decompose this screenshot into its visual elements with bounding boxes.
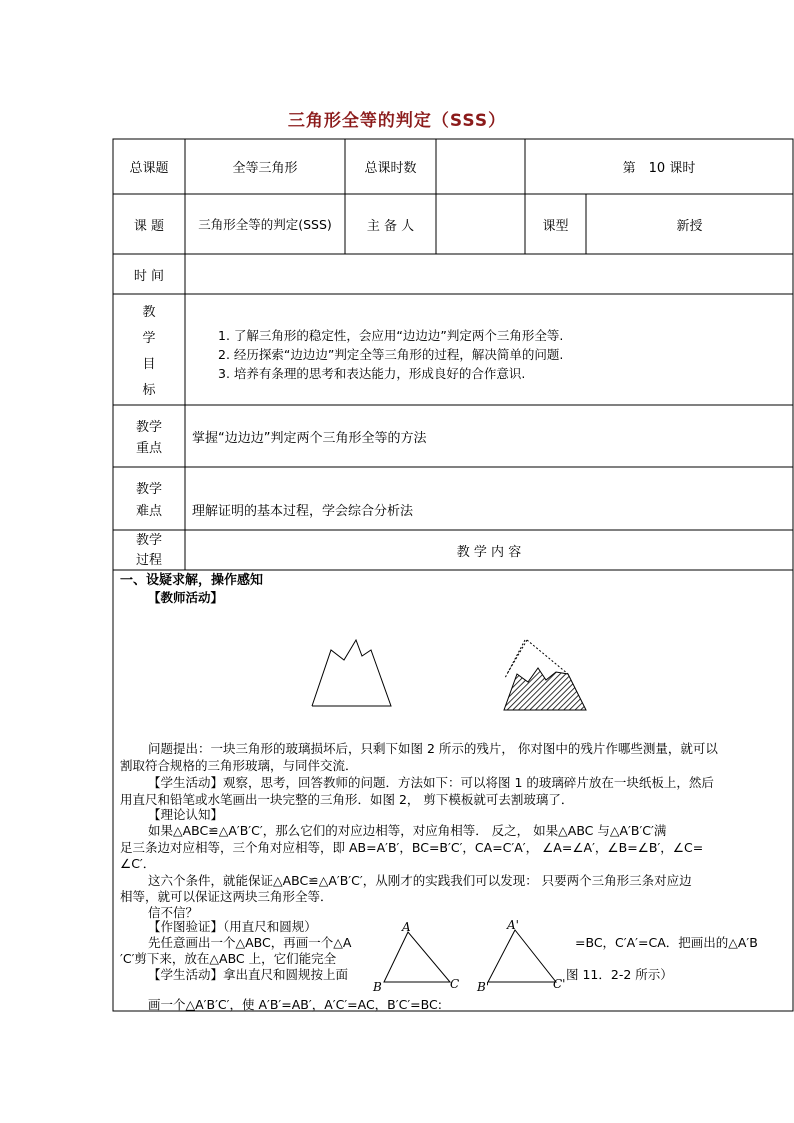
process-text: 教 学 内 容 — [456, 544, 522, 560]
verify-line-1a: 先任意画出一个△ABC，再画一个△A — [148, 935, 352, 950]
type-label: 课型 — [542, 218, 569, 234]
six-conditions-line-2: 相等，就可以保证这两块三角形全等． — [120, 889, 333, 904]
difficulty-label — [113, 467, 185, 530]
fragment-figure-2 — [504, 668, 586, 710]
fragment-figure-1 — [312, 640, 391, 706]
time-value — [185, 254, 793, 294]
page-title: 三角形全等的判定（SSS） — [287, 111, 507, 131]
vertex-label-b: B — [373, 980, 382, 994]
goal-item: 2. 经历探索“边边边”判定全等三角形的过程，解决简单的问题. — [218, 347, 564, 362]
glass-fragment-figure — [300, 628, 600, 713]
difficulty-label-line: 难点 — [135, 503, 162, 519]
theory-line-1: 如果△ABC≌△A′B′C′，那么它们的对应边相等，对应角相等． 反之， 如果△ABC 与△A′B′C′满 — [148, 823, 667, 838]
student-activity-line-1: 【学生活动】观察，思考，回答教师的问题．方法如下：可以将图 1 的玻璃碎片放在一块纸板上，然后 — [148, 775, 714, 790]
goals-list — [218, 326, 563, 383]
goals-label — [113, 294, 185, 405]
student-activity-2b: 图 11．2-2 所示） — [566, 967, 673, 982]
key-point-text: 掌握“边边边”判定两个三角形全等的方法 — [192, 430, 427, 446]
key-point-label-line: 重点 — [135, 441, 162, 456]
goals-label-char: 学 — [142, 331, 156, 347]
goal-item: 1. 了解三角形的稳定性，会应用“边边边”判定两个三角形全等. — [218, 328, 564, 343]
vertex-label-a-prime: A' — [507, 918, 519, 932]
key-point-label-line: 教学 — [135, 420, 162, 435]
verify-line-1b: =BC，C′A′=CA．把画出的△A′B — [575, 935, 758, 950]
student-activity-2a: 【学生活动】拿出直尺和圆规按上面 — [148, 967, 349, 982]
goals-label-char: 目 — [142, 356, 156, 372]
believe-line: 信不信？ — [148, 905, 199, 920]
process-label — [113, 530, 185, 570]
theory-line-2: 足三条边对应相等，三个角对应相等，即 AB=A′B′，BC=B′C′，CA=C′A′， ∠A=∠A′，∠B=∠B′，∠C= — [120, 840, 704, 855]
vertex-label-c-prime: C' — [553, 977, 566, 991]
type-value: 新授 — [676, 218, 703, 234]
draw-instruction-line: 画一个△A′B′C′，使 A′B′=AB′，A′C′=AC，B′C′=BC: — [148, 997, 442, 1012]
preparer-value — [436, 194, 525, 254]
process-label-line: 教学 — [135, 532, 162, 548]
student-activity-line-2: 用直尺和铅笔或水笔画出一块完整的三角形．如图 2， 剪下模板就可去割玻璃了． — [120, 792, 574, 807]
theory-line-3: ∠C′． — [120, 856, 156, 871]
lesson-number: 第 10 课时 — [622, 161, 696, 176]
dotted-edge-right — [527, 640, 568, 674]
time-label: 时 间 — [133, 268, 165, 284]
congruent-triangles-figure — [370, 918, 570, 998]
preparer-label: 主 备 人 — [366, 218, 415, 234]
goal-item: 3. 培养有条理的思考和表达能力，形成良好的合作意识. — [218, 366, 526, 381]
total-hours-label: 总课时数 — [364, 161, 417, 176]
goals-label-char: 教 — [142, 305, 156, 321]
dotted-edge-left — [507, 640, 527, 674]
course-label: 总课题 — [129, 161, 169, 176]
teacher-activity-heading: 【教师活动】 — [148, 590, 224, 605]
vertex-label-a: A — [402, 920, 411, 934]
difficulty-label-line: 教学 — [135, 482, 162, 498]
topic-label: 课 题 — [133, 218, 165, 234]
goals-label-char: 标 — [142, 382, 156, 398]
verify-line-2a: ′C′剪下来，放在△ABC 上，它们能完全 — [120, 951, 337, 966]
vertex-label-b-prime: B' — [477, 980, 490, 994]
verify-heading: 【作图验证】（用直尺和圆规） — [148, 919, 317, 934]
course-value: 全等三角形 — [232, 161, 298, 176]
topic-value: 三角形全等的判定(SSS) — [198, 217, 332, 232]
key-point-label — [113, 405, 185, 467]
problem-line-1: 问题提出：一块三角形的玻璃损坏后，只剩下如图 2 所示的残片， 你对图中的残片作哪些测量，就可以 — [148, 741, 718, 756]
triangle-abc — [384, 932, 450, 982]
vertex-label-c: C — [450, 977, 460, 991]
total-hours-value — [436, 139, 525, 194]
problem-line-2: 割取符合规格的三角形玻璃，与同伴交流． — [120, 758, 358, 773]
theory-heading: 【理论认知】 — [148, 807, 224, 822]
difficulty-text: 理解证明的基本过程，学会综合分析法 — [192, 503, 414, 519]
six-conditions-line-1: 这六个条件，就能保证△ABC≌△A′B′C′，从刚才的实践我们可以发现： 只要两个三角形三条对应边 — [148, 873, 692, 888]
section-heading: 一、设疑求解，操作感知 — [120, 573, 264, 588]
process-label-line: 过程 — [135, 552, 162, 568]
triangle-abc-prime — [488, 930, 556, 982]
